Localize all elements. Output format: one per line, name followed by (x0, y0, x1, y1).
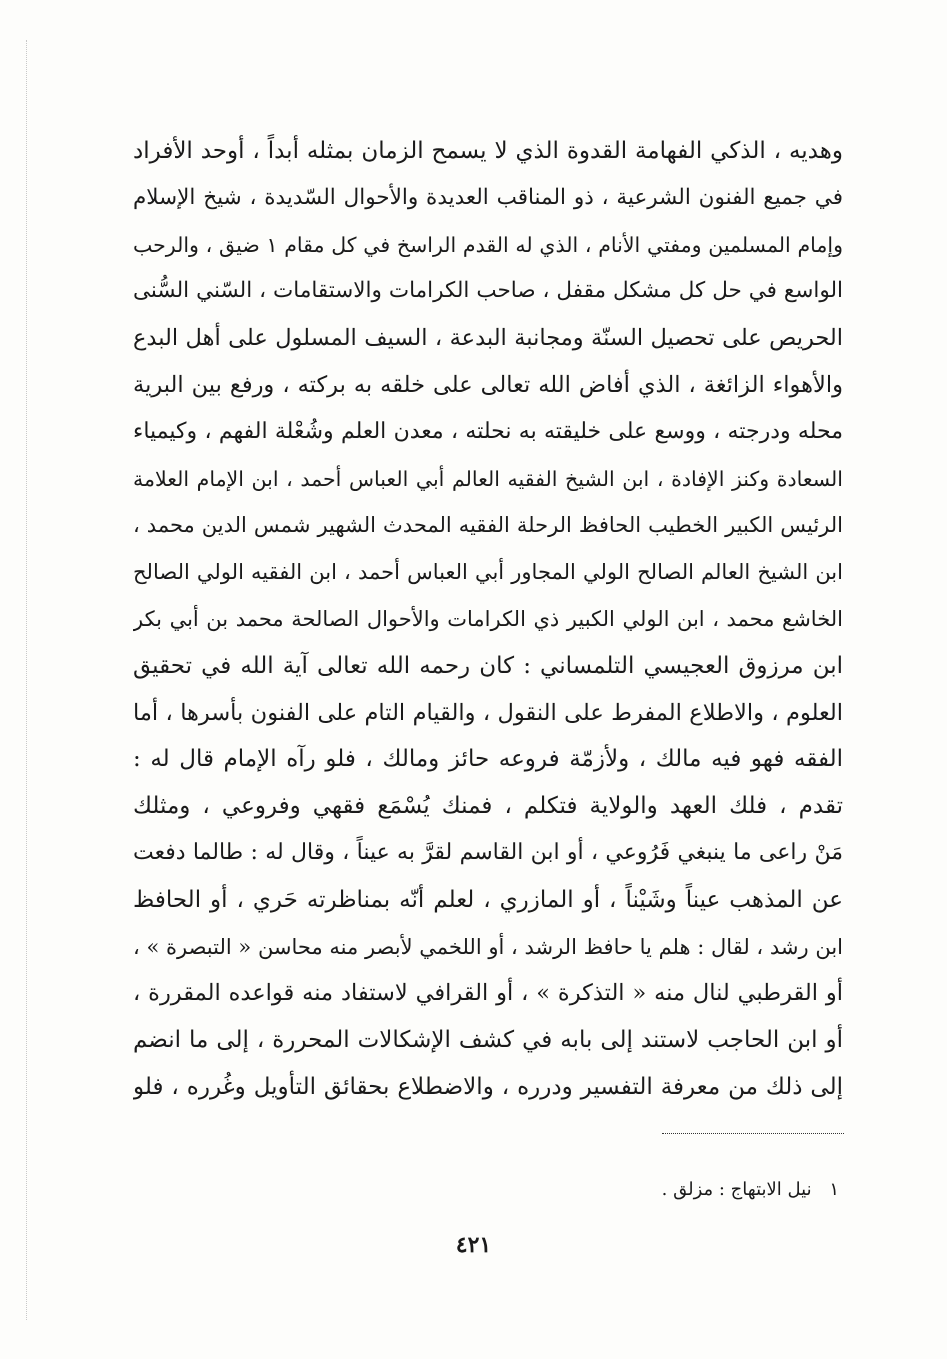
text-line: العلوم ، والاطلاع المفرط على النقول ، والقيام التام على الفنون بأسرها ، أما (133, 699, 843, 726)
text-line: في جميع الفنون الشرعية ، ذو المناقب العديدة والأحوال السّديدة ، شيخ الإسلام (133, 184, 843, 210)
text-line: والأهواء الزائغة ، الذي أفاض الله تعالى على خلقه به بركته ، ورفع بين البرية (133, 371, 843, 398)
text-line: تقدم ، فلك العهد والولاية فتكلم ، فمنك يُسْمَع فقهي وفروعي ، ومثلك (133, 793, 843, 820)
text-line: محله ودرجته ، ووسع على خليقته به نحلته ، معدن العلم وشُعْلة الفهم ، وكيمياء (133, 418, 843, 444)
text-line: عن المذهب عيناً وشَيْناً ، أو المازري ، لعلم أنّه بمناظرته حَري ، أو الحافظ (133, 886, 843, 913)
footnote-separator (662, 1133, 844, 1134)
main-text-block (133, 128, 843, 1111)
footnote-number: ١ (829, 1179, 839, 1200)
text-line: مَنْ راعى ما ينبغي فَرُوعي ، أو ابن القاسم لقرَّ به عيناً ، وقال له : طالما دفعت (133, 839, 843, 865)
text-line: وإمام المسلمين ومفتي الأنام ، الذي له القدم الراسخ في كل مقام ١ ضيق ، والرحب (133, 232, 843, 257)
text-line: الحريص على تحصيل السنّة ومجانبة البدعة ، السيف المسلول على أهل البدع (133, 325, 843, 352)
text-line: السعادة وكنز الإفادة ، ابن الشيخ الفقيه العالم أبي العباس أحمد ، ابن الإمام العلامة (133, 466, 843, 491)
text-line: إلى ذلك من معرفة التفسير ودرره ، والاضطلاع بحقائق التأويل وغُرره ، فلو (133, 1073, 843, 1100)
text-line: الفقه فهو فيه مالك ، ولأزمّة فروعه حائز ومالك ، فلو رآه الإمام قال له : (133, 746, 843, 773)
page-number: ٤٢١ (455, 1232, 492, 1258)
scan-margin-line (26, 40, 27, 1320)
footnote (662, 1178, 839, 1202)
text-line: وهديه ، الذكي الفهامة القدوة الذي لا يسمح الزمان بمثله أبداً ، أوحد الأفراد (133, 138, 843, 164)
text-line: ابن رشد ، لقال : هلم يا حافظ الرشد ، أو اللخمي لأبصر منه محاسن « التبصرة » ، (133, 934, 843, 959)
text-line: الرئيس الكبير الخطيب الحافظ الرحلة الفقيه المحدث الشهير شمس الدين محمد ، (133, 513, 843, 538)
footnote-text: نيل الابتهاج : مزلق . (661, 1179, 812, 1200)
text-line: الواسع في حل كل مشكل مقفل ، صاحب الكرامات والاستقامات ، السّني السُّنى (133, 278, 843, 304)
text-line: الخاشع محمد ، ابن الولي الكبير ذي الكرامات والأحوال الصالحة محمد بن أبي بكر (133, 606, 843, 631)
text-line: ابن الشيخ العالم الصالح الولي المجاور أبي العباس أحمد ، ابن الفقيه الولي الصالح (133, 560, 843, 585)
text-line: أو القرطبي لنال منه « التذكرة » ، أو القرافي لاستفاد منه قواعده المقررة ، (133, 980, 843, 1007)
text-line: أو ابن الحاجب لاستند إلى بابه في كشف الإشكالات المحررة ، إلى ما انضم (133, 1027, 843, 1054)
text-line: ابن مرزوق العجيسي التلمساني : كان رحمه الله تعالى آية الله في تحقيق (133, 652, 843, 679)
